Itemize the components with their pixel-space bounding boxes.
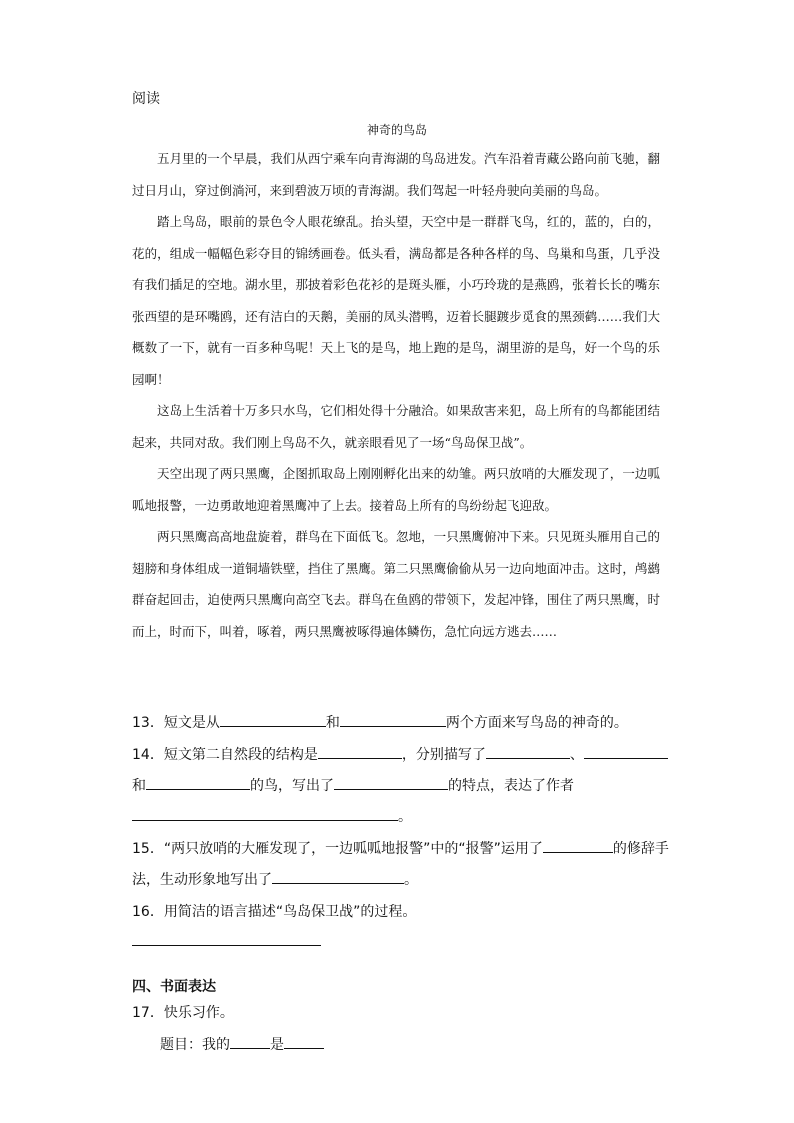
answer-blank[interactable] [584,744,668,759]
question-13: 13．短文是从 和 两个方面来写鸟岛的神奇的。 [132,712,672,734]
answer-blank[interactable] [272,869,404,884]
answer-blank[interactable] [340,712,446,727]
answer-blank[interactable] [146,775,250,790]
question-16: 16．用简洁的语言描述“鸟岛保卫战”的过程。 [132,904,417,920]
passage-paragraph: 踏上鸟岛，眼前的景色令人眼花缭乱。抬头望，天空中是一群群飞鸟，红的，蓝的，白的，花的，组成一幅幅色彩夺目的锦绣画卷。低头看，满岛都是各种各样的鸟、鸟巢和鸟蛋，几乎没有我们插足的空地。湖水里，那披着彩色花衫的是斑头雁，小巧玲珑的是燕鸥，张着长长的嘴东张西望的是环嘴鸥，还有洁白的天鹅，美丽的凤头潜鸭，迈着长腿踱步觅食的黑颈鹤……我们大概数了一下，就有一百多种鸟呢！天上飞的是鸟，地上跑的是鸟，湖里游的是鸟，好一个鸟的乐园啊！ [132,214,660,387]
passage-paragraph: 五月里的一个早晨，我们从西宁乘车向青海湖的鸟岛进发。汽车沿着青藏公路向前飞驰，翻过日月山，穿过倒淌河，来到碧波万顷的青海湖。我们驾起一叶轻舟驶向美丽的鸟岛。 [132,151,660,198]
answer-blank[interactable] [543,838,613,853]
question-15-line2: 法，生动形象地写出了 。 [132,869,672,891]
passage-title: 神奇的鸟岛 [366,123,427,137]
question-17-topic: 题目：我的 是 [160,1034,700,1056]
passage-paragraph: 这岛上生活着十万多只水鸟，它们相处得十分融洽。如果敌害来犯，岛上所有的鸟都能团结起来，共同对敌。我们刚上鸟岛不久，就亲眼看见了一场“鸟岛保卫战”。 [132,403,660,450]
question-15: 15．“两只放哨的大雁发现了，一边呱呱地报警”中的“报警”运用了 的修辞手 [132,838,672,860]
question-14-line3: 。 [132,806,672,828]
section-heading: 四、书面表达 [132,979,216,995]
answer-blank[interactable] [284,1034,324,1049]
passage-body [132,143,660,647]
passage-paragraph: 天空出现了两只黑鹰，企图抓取岛上刚刚孵化出来的幼雏。两只放哨的大雁发现了，一边呱呱地报警，一边勇敢地迎着黑鹰冲了上去。接着岛上所有的鸟纷纷起飞迎敌。 [132,466,660,513]
answer-line[interactable] [132,945,321,946]
reading-heading: 阅读 [132,91,160,107]
question-17: 17．快乐习作。 [132,1005,234,1021]
answer-blank[interactable] [334,775,448,790]
question-14-line2: 和 的鸟，写出了 的特点，表达了作者 [132,775,672,797]
answer-blank[interactable] [230,1034,270,1049]
passage-paragraph: 两只黑鹰高高地盘旋着，群鸟在下面低飞。忽地，一只黑鹰俯冲下来。只见斑头雁用自己的翅膀和身体组成一道铜墙铁壁，挡住了黑鹰。第二只黑鹰偷偷从另一边向地面冲击。这时，鸬鹚群奋起回击，迫使两只黑鹰向高空飞去。群鸟在鱼鸥的带领下，发起冲锋，围住了两只黑鹰，时而上，时而下，叫着，啄着，两只黑鹰被啄得遍体鳞伤，急忙向远方逃去…… [132,529,660,639]
answer-blank[interactable] [486,744,570,759]
answer-blank[interactable] [220,712,326,727]
question-14: 14．短文第二自然段的结构是 ，分别描写了 、 [132,744,672,766]
answer-blank[interactable] [318,744,402,759]
answer-blank[interactable] [132,806,398,821]
